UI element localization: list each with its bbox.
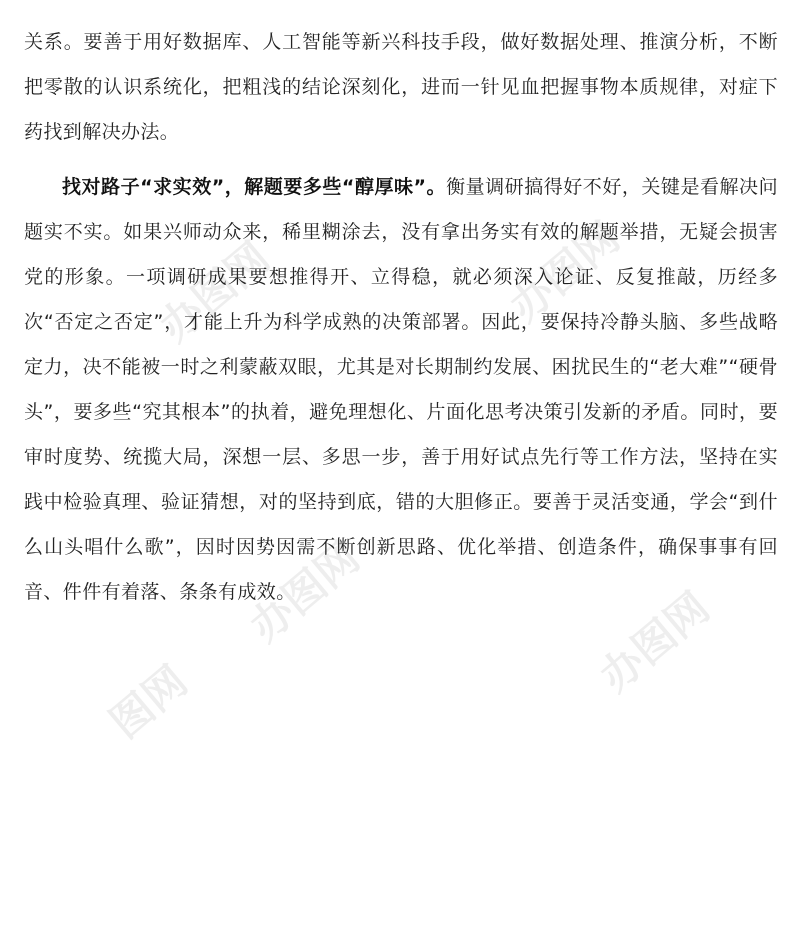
- watermark: 图网: [100, 656, 197, 748]
- paragraph-2-lead: 找对路子“求实效”，解题要多些“醇厚味”。: [62, 176, 447, 198]
- watermark: 办图网: [500, 212, 629, 332]
- paragraph-1: [24, 20, 778, 155]
- paragraph-1-text: 关系。要善于用好数据库、人工智能等新兴科技手段，做好数据处理、推演分析，不断把零散的认识系统化，把粗浅的结论深刻化，进而一针见血把握事物本质规律，对症下药找到解决办法。: [24, 31, 778, 143]
- watermark: 办图网: [240, 532, 369, 652]
- watermark: 办图网: [150, 232, 279, 352]
- paragraph-2-text: 衡量调研搞得好不好，关键是看解决问题实不实。如果兴师动众来，稀里糊涂去，没有拿出务实有效的解题举措，无疑会损害党的形象。一项调研成果要想推得开、立得稳，就必须深入论证、反复推敲，历经多次“否定之否定”，才能上升为科学成熟的决策部署。因此，要保持冷静头脑、多些战略定力，决不能被一时之利蒙蔽双眼，尤其是对长期制约发展、困扰民生的“老大难”“硬骨头”，要多些“究其根本”的执着，避免理想化、片面化思考决策引发新的矛盾。同时，要审时度势、统揽大局，深想一层、多思一步，善于用好试点先行等工作方法，坚持在实践中检验真理、验证猜想，对的坚持到底，错的大胆修正。要善于灵活变通，学会“到什么山头唱什么歌”，因时因势因需不断创新思路、优化举措、创造条件，确保事事有回音、件件有着落、条条有成效。: [24, 176, 778, 603]
- watermark: 办图网: [590, 582, 719, 702]
- paragraph-2: [24, 165, 778, 615]
- document-body: [24, 20, 778, 615]
